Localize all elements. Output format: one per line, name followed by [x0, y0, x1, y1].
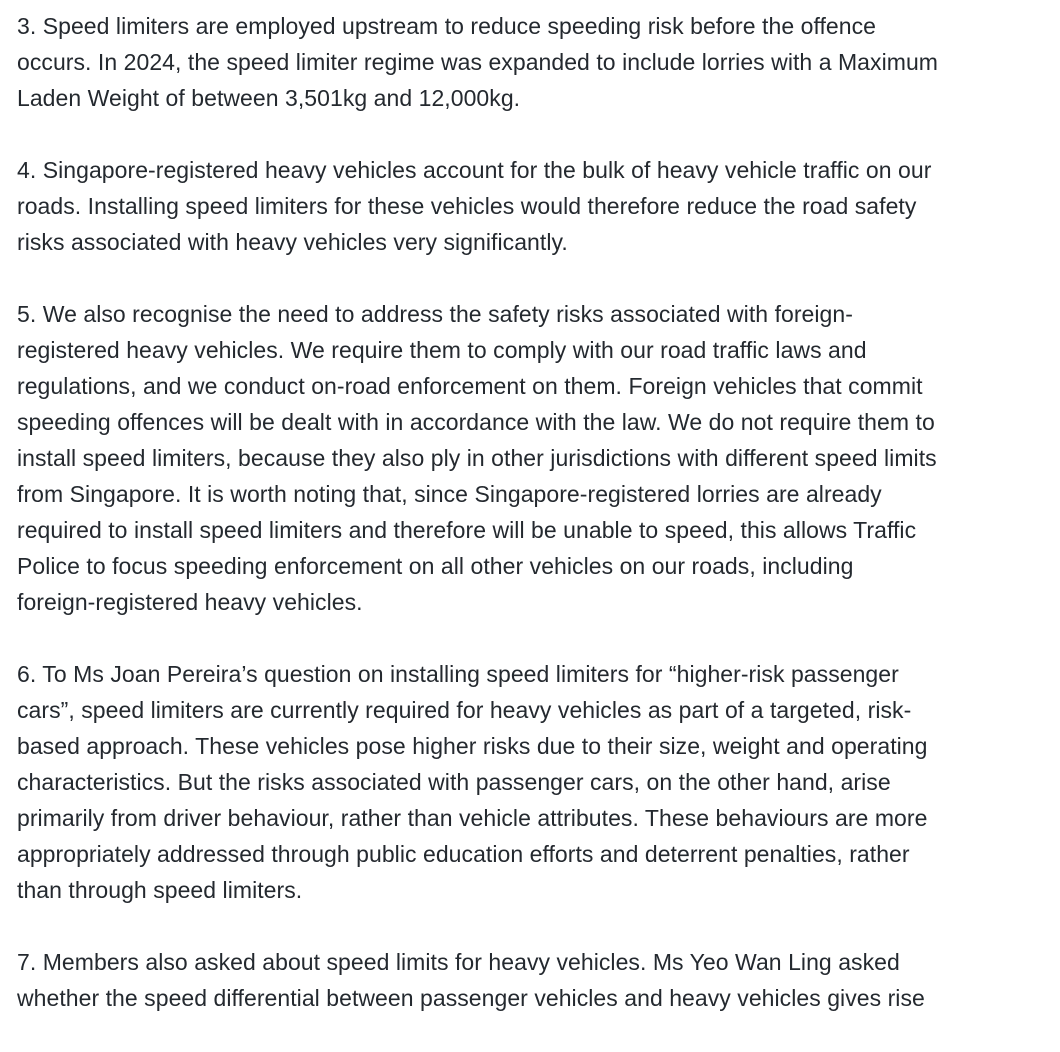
text-line: based approach. These vehicles pose higher risks due to their size, weight and operating — [17, 733, 928, 759]
text-line: cars”, speed limiters are currently required for heavy vehicles as part of a targeted, risk- — [17, 697, 912, 723]
text-line: foreign-registered heavy vehicles. — [17, 589, 363, 615]
text-line: appropriately addressed through public education efforts and deterrent penalties, rather — [17, 841, 910, 867]
text-line: risks associated with heavy vehicles very significantly. — [17, 229, 568, 255]
text-line: 5. We also recognise the need to address the safety risks associated with foreign- — [17, 301, 853, 327]
paragraph-7 — [17, 944, 1053, 1016]
paragraph-3 — [17, 8, 1053, 116]
text-line: install speed limiters, because they also ply in other jurisdictions with different speed limits — [17, 445, 937, 471]
text-line: Laden Weight of between 3,501kg and 12,000kg. — [17, 85, 521, 111]
text-line: 4. Singapore-registered heavy vehicles account for the bulk of heavy vehicle traffic on our — [17, 157, 932, 183]
text-line: Police to focus speeding enforcement on all other vehicles on our roads, including — [17, 553, 854, 579]
paragraph-6 — [17, 656, 1053, 908]
text-line: than through speed limiters. — [17, 877, 303, 903]
text-line: whether the speed differential between passenger vehicles and heavy vehicles gives rise — [17, 985, 925, 1011]
text-line: from Singapore. It is worth noting that, since Singapore-registered lorries are already — [17, 481, 882, 507]
text-line: roads. Installing speed limiters for these vehicles would therefore reduce the road safety — [17, 193, 917, 219]
text-line: 6. To Ms Joan Pereira’s question on installing speed limiters for “higher-risk passenger — [17, 661, 899, 687]
text-line: required to install speed limiters and therefore will be unable to speed, this allows Traffic — [17, 517, 917, 543]
paragraph-4 — [17, 152, 1053, 260]
document-body — [17, 8, 1053, 1052]
text-line: primarily from driver behaviour, rather than vehicle attributes. These behaviours are more — [17, 805, 928, 831]
paragraph-5 — [17, 296, 1053, 620]
text-line: 3. Speed limiters are employed upstream to reduce speeding risk before the offence — [17, 13, 876, 39]
text-line: registered heavy vehicles. We require them to comply with our road traffic laws and — [17, 337, 867, 363]
text-line: 7. Members also asked about speed limits for heavy vehicles. Ms Yeo Wan Ling asked — [17, 949, 900, 975]
text-line: occurs. In 2024, the speed limiter regime was expanded to include lorries with a Maximum — [17, 49, 938, 75]
text-line: speeding offences will be dealt with in accordance with the law. We do not require them to — [17, 409, 935, 435]
text-line: characteristics. But the risks associated with passenger cars, on the other hand, arise — [17, 769, 891, 795]
text-line: regulations, and we conduct on-road enforcement on them. Foreign vehicles that commit — [17, 373, 923, 399]
